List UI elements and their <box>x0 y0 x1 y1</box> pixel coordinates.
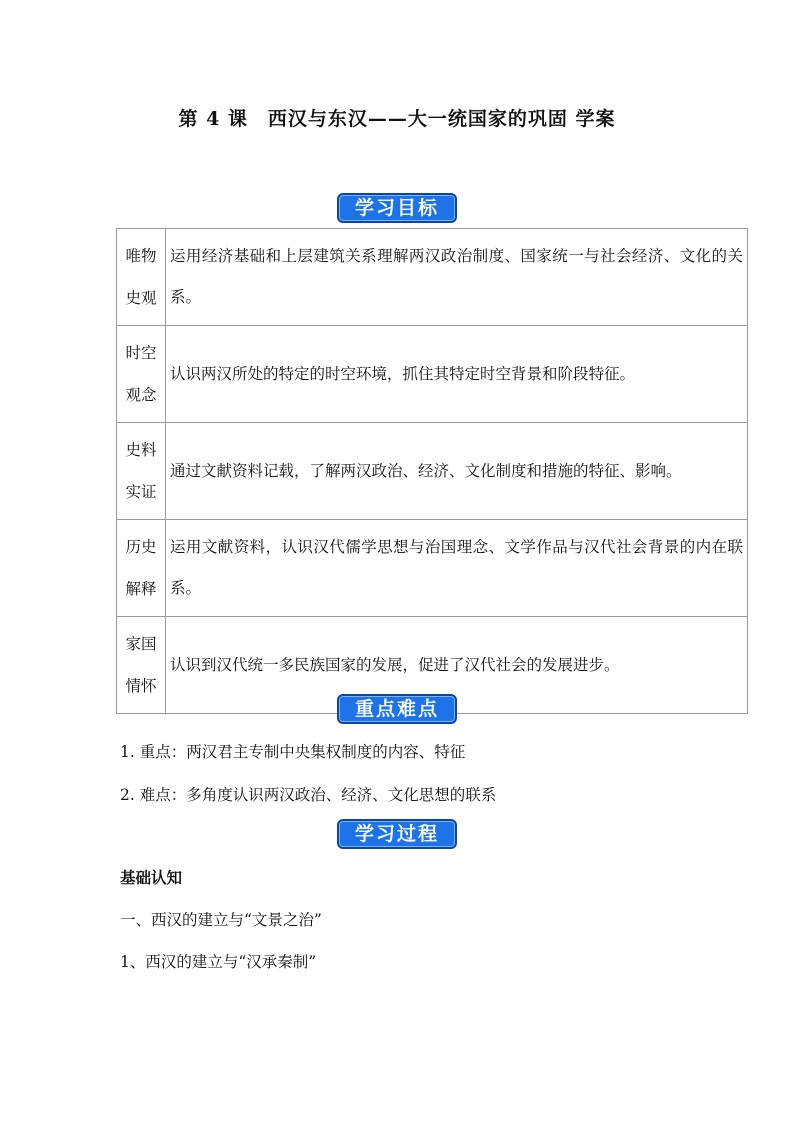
key-point-item: 1. 重点：两汉君主专制中央集权制度的内容、特征 <box>120 743 466 761</box>
goal-content: 运用经济基础和上层建筑关系理解两汉政治制度、国家统一与社会经济、文化的关系。 <box>166 229 748 326</box>
goal-content: 通过文献资料记载，了解两汉政治、经济、文化制度和措施的特征、影响。 <box>166 423 748 520</box>
subsection-heading: 1、西汉的建立与“汉承秦制” <box>120 953 317 971</box>
goal-content: 认识到汉代统一多民族国家的发展，促进了汉代社会的发展进步。 <box>166 617 748 714</box>
badge-key-points: 重点难点 <box>337 694 457 724</box>
page-title: 第 4 课 西汉与东汉——大一统国家的巩固 学案 <box>178 108 616 130</box>
section-heading-basic: 基础认知 <box>120 868 183 887</box>
goal-label: 时空观念 <box>117 326 166 423</box>
table-row <box>117 423 748 520</box>
section-heading: 一、西汉的建立与“文景之治” <box>120 911 322 929</box>
goal-label: 历史解释 <box>117 520 166 617</box>
goal-label: 唯物史观 <box>117 229 166 326</box>
goal-content: 运用文献资料，认识汉代儒学思想与治国理念、文学作品与汉代社会背景的内在联系。 <box>166 520 748 617</box>
goal-content: 认识两汉所处的特定的时空环境，抓住其特定时空背景和阶段特征。 <box>166 326 748 423</box>
badge-learning-goals: 学习目标 <box>337 193 457 223</box>
difficult-point-item: 2. 难点：多角度认识两汉政治、经济、文化思想的联系 <box>120 786 497 804</box>
goal-label: 史料实证 <box>117 423 166 520</box>
learning-goals-table <box>116 228 748 714</box>
table-row <box>117 520 748 617</box>
badge-learning-process: 学习过程 <box>337 819 457 849</box>
goal-label: 家国情怀 <box>117 617 166 714</box>
table-row <box>117 326 748 423</box>
table-row <box>117 229 748 326</box>
